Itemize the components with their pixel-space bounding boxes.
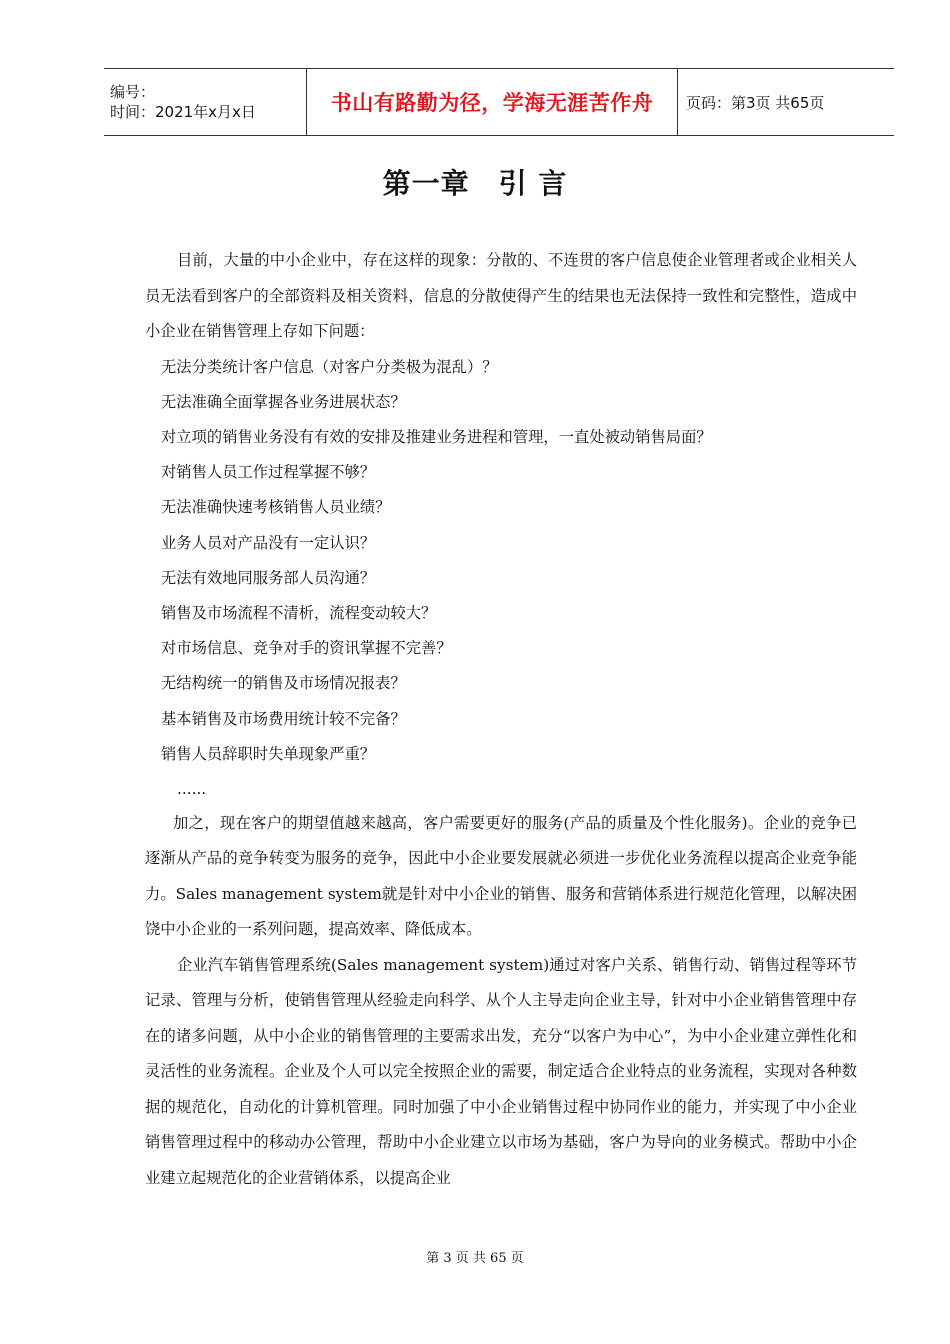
chapter-title: 第一章 引 言 (382, 167, 568, 200)
issue-item: 无法有效地同服务部人员沟通？ (161, 568, 376, 587)
document-body (145, 243, 857, 1196)
issue-item: 无法分类统计客户信息（对客户分类极为混乱）？ (161, 357, 498, 376)
issue-item: 对销售人员工作过程掌握不够？ (161, 463, 376, 482)
issue-list (145, 350, 857, 772)
issue-item: 基本销售及市场费用统计较不完备？ (161, 709, 406, 728)
issue-item: 无结构统一的销售及市场情况报表？ (161, 674, 406, 693)
issue-item: 销售及市场流程不清析，流程变动较大？ (161, 603, 437, 622)
issue-item: 无法准确全面掌握各业务进展状态？ (161, 392, 406, 411)
ellipsis: ...... (177, 779, 207, 798)
header-motto-cell (306, 69, 678, 135)
header-meta (104, 69, 306, 135)
document-header (104, 68, 894, 136)
issue-item: 业务人员对产品没有一定认识？ (161, 533, 376, 552)
page-label: 页码：第3页 共65页 (686, 93, 825, 112)
issue-item: 对立项的销售业务没有有效的安排及推建业务进程和管理，一直处被动销售局面？ (161, 427, 712, 446)
paragraph-2: 加之，现在客户的期望值越来越高，客户需要更好的服务(产品的质量及个性化服务)。企业的竞争已逐渐从产品的竞争转变为服务的竞争，因此中小企业要发展就必须进一步优化业务流程以提高企业竞争能力。Sales management system就是针对中小企业的销售、服务和营销体系进行规范化管理，以解决困饶中小企业的一系列问题，提高效率、降低成本。 (145, 813, 857, 939)
issue-item: 无法准确快速考核销售人员业绩？ (161, 498, 391, 517)
page-footer: 第 3 页 共 65 页 (426, 1251, 524, 1266)
header-page-cell (678, 69, 894, 135)
motto: 书山有路勤为径，学海无涯苦作舟 (330, 91, 654, 115)
paragraph-3: 企业汽车销售管理系统(Sales management system)通过对客户关系、销售行动、销售过程等环节记录、管理与分析，使销售管理从经验走向科学、从个人主导走向企业主导，针对中小企业销售管理中存在的诸多问题，从中小企业的销售管理的主要需求出发，充分“以客户为中心”，为中小企业建立弹性化和灵活性的业务流程。企业及个人可以完全按照企业的需要，制定适合企业特点的业务流程，实现对各种数据的规范化，自动化的计算机管理。同时加强了中小企业销售过程中协同作业的能力，并实现了中小企业销售管理过程中的移动办公管理，帮助中小企业建立以市场为基础，客户为导向的业务模式。帮助中小企业建立起规范化的企业营销体系，以提高企业 (145, 955, 857, 1187)
issue-item: 销售人员辞职时失单现象严重？ (161, 744, 376, 763)
intro-paragraph: 目前，大量的中小企业中，存在这样的现象：分散的、不连贯的客户信息使企业管理者或企业相关人员无法看到客户的全部资料及相关资料，信息的分散使得产生的结果也无法保持一致性和完整性，造成中小企业在销售管理上存如下问题： (145, 251, 857, 340)
number-label: 编号： (110, 83, 156, 101)
issue-item: 对市场信息、竞争对手的资讯掌握不完善？ (161, 639, 452, 658)
time-label: 时间：2021年x月x日 (110, 103, 256, 121)
